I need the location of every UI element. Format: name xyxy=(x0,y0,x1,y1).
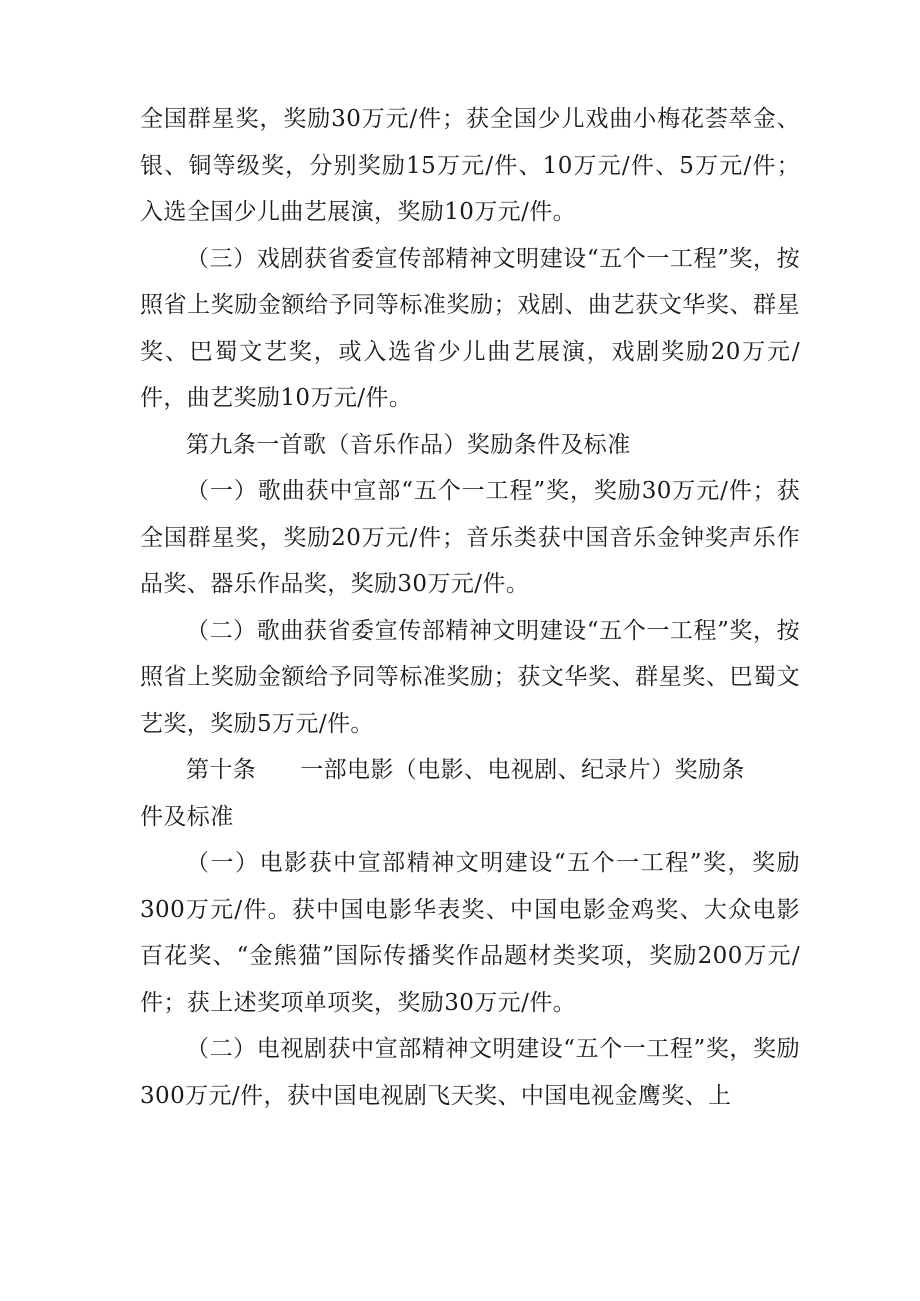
paragraph-2: （三）戏剧获省委宣传部精神文明建设“五个一工程”奖，按照省上奖励金额给予同等标准奖励；戏剧、曲艺获文华奖、群星奖、巴蜀文艺奖，或入选省少儿曲艺展演，戏剧奖励20万元/件，曲艺奖励10万元/件。 xyxy=(140,245,800,411)
paragraph-5: （一）电影获中宣部精神文明建设“五个一工程”奖，奖励300万元/件。获中国电影华表奖、中国电影金鸡奖、大众电影百花奖、“金熊猫”国际传播奖作品题材类奖项，奖励200万元/件；获上述奖项单项奖，奖励30万元/件。 xyxy=(140,850,800,1016)
article-10-heading xyxy=(140,747,800,794)
document-page xyxy=(140,96,800,1119)
article-10-title-line-1: 一部电影（电影、电视剧、纪录片）奖励条 xyxy=(300,757,745,783)
article-10-heading-continued xyxy=(140,794,800,841)
paragraph-6: （二）电视剧获中宣部精神文明建设“五个一工程”奖，奖励300万元/件，获中国电视剧飞天奖、中国电视金鹰奖、上 xyxy=(140,1036,800,1109)
article-10-title-line-2: 件及标准 xyxy=(140,803,234,830)
article-9-heading: 第九条一首歌（音乐作品）奖励条件及标准 xyxy=(186,431,631,458)
paragraph-1: 全国群星奖，奖励30万元/件；获全国少儿戏曲小梅花荟萃金、银、铜等级奖，分别奖励15万元/件、10万元/件、5万元/件；入选全国少儿曲艺展演，奖励10万元/件。 xyxy=(140,106,800,225)
article-10-label: 第十条 xyxy=(186,757,257,783)
paragraph-4: （二）歌曲获省委宣传部精神文明建设“五个一工程”奖，按照省上奖励金额给予同等标准奖励；获文华奖、群星奖、巴蜀文艺奖，奖励5万元/件。 xyxy=(140,617,800,737)
paragraph-3: （一）歌曲获中宣部“五个一工程”奖，奖励30万元/件；获全国群星奖，奖励20万元/件；音乐类获中国音乐金钟奖声乐作品奖、器乐作品奖，奖励30万元/件。 xyxy=(140,478,800,597)
